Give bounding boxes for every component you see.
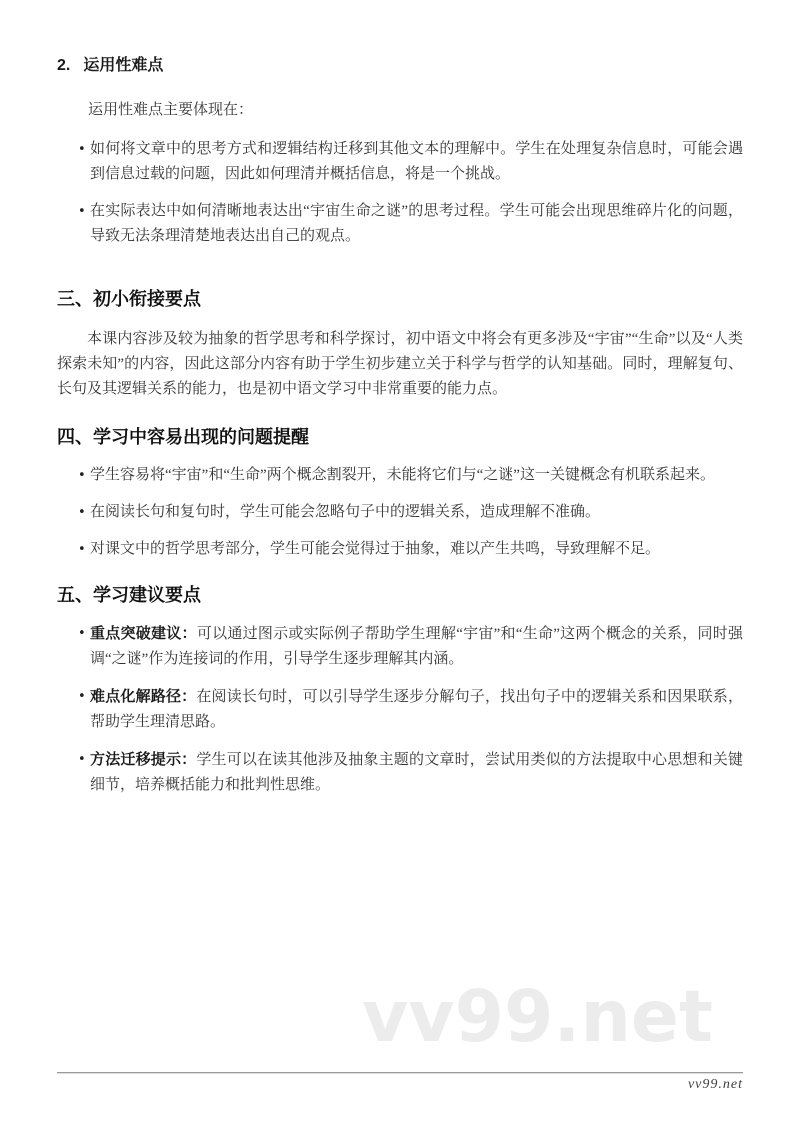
list-item-text: 在阅读长句和复句时，学生可能会忽略句子中的逻辑关系，造成理解不准确。 <box>90 504 601 520</box>
heading-applied-difficulty <box>57 56 743 76</box>
difficulty-bullet-list <box>57 137 743 249</box>
bullet-icon: • <box>78 505 86 520</box>
list-item-lead: 难点化解路径： <box>90 688 197 705</box>
list-item-lead: 重点突破建议： <box>90 625 197 642</box>
bullet-icon: • <box>78 626 86 641</box>
problem-bullet-list <box>57 463 743 562</box>
page-footer <box>57 1072 743 1093</box>
section3-heading: 三、初小衔接要点 <box>57 289 201 309</box>
list-item-text: 可以通过图示或实际例子帮助学生理解“宇宙”和“生命”这两个概念的关系，同时强调“之谜”作为连接词的作用，引导学生逐步理解其内涵。 <box>90 626 743 667</box>
list-item-text: 在实际表达中如何清晰地表达出“宇宙生命之谜”的思考过程。学生可能会出现思维碎片化的问题，导致无法条理清楚地表达出自己的观点。 <box>90 203 743 244</box>
advice-bullet-list <box>57 621 743 798</box>
section5-heading: 五、学习建议要点 <box>57 585 201 605</box>
list-item-text: 对课文中的哲学思考部分，学生可能会觉得过于抽象，难以产生共鸣，导致理解不足。 <box>90 541 661 557</box>
list-item-text: 学生可以在读其他涉及抽象主题的文章时，尝试用类似的方法提取中心思想和关键细节，培养概括能力和批判性思维。 <box>90 752 743 793</box>
section3-paragraph: 本课内容涉及较为抽象的哲学思考和科学探讨，初中语文中将会有更多涉及“宇宙”“生命”以及“人类探索未知”的内容，因此这部分内容有助于学生初步建立关于科学与哲学的认知基础。同时，理解复句、长句及其逻辑关系的能力，也是初中语文学习中非常重要的能力点。 <box>57 331 743 397</box>
list-item <box>78 684 743 735</box>
heading-title: 运用性难点 <box>83 57 164 74</box>
list-item <box>78 199 743 249</box>
list-item <box>78 137 743 187</box>
section4-heading: 四、学习中容易出现的问题提醒 <box>57 427 309 447</box>
list-item <box>78 621 743 672</box>
watermark-text: vv99.net <box>362 975 713 1058</box>
list-item-text: 学生容易将“宇宙”和“生命”两个概念割裂开，未能将它们与“之谜”这一关键概念有机联系起来。 <box>90 467 715 483</box>
bullet-icon: • <box>78 752 86 767</box>
footer-site-label: vv99.net <box>687 1077 743 1092</box>
footer-divider <box>57 1072 743 1074</box>
bullet-icon: • <box>78 542 86 557</box>
bullet-icon: • <box>78 468 86 483</box>
bullet-icon: • <box>78 689 86 704</box>
bullet-icon: • <box>78 204 86 219</box>
bullet-icon: • <box>78 142 86 157</box>
list-item-text: 如何将文章中的思考方式和逻辑结构迁移到其他文本的理解中。学生在处理复杂信息时，可能会遇到信息过载的问题，因此如何理清并概括信息，将是一个挑战。 <box>90 141 743 182</box>
list-item-text: 在阅读长句时，可以引导学生逐步分解句子，找出句子中的逻辑关系和因果联系，帮助学生理清思路。 <box>90 689 743 730</box>
list-item <box>78 500 743 525</box>
list-item <box>78 463 743 488</box>
list-item <box>78 747 743 798</box>
heading-number: 2. <box>57 57 71 74</box>
intro-line: 运用性难点主要体现在： <box>88 102 254 118</box>
list-item <box>78 537 743 562</box>
list-item-lead: 方法迁移提示： <box>90 751 197 768</box>
